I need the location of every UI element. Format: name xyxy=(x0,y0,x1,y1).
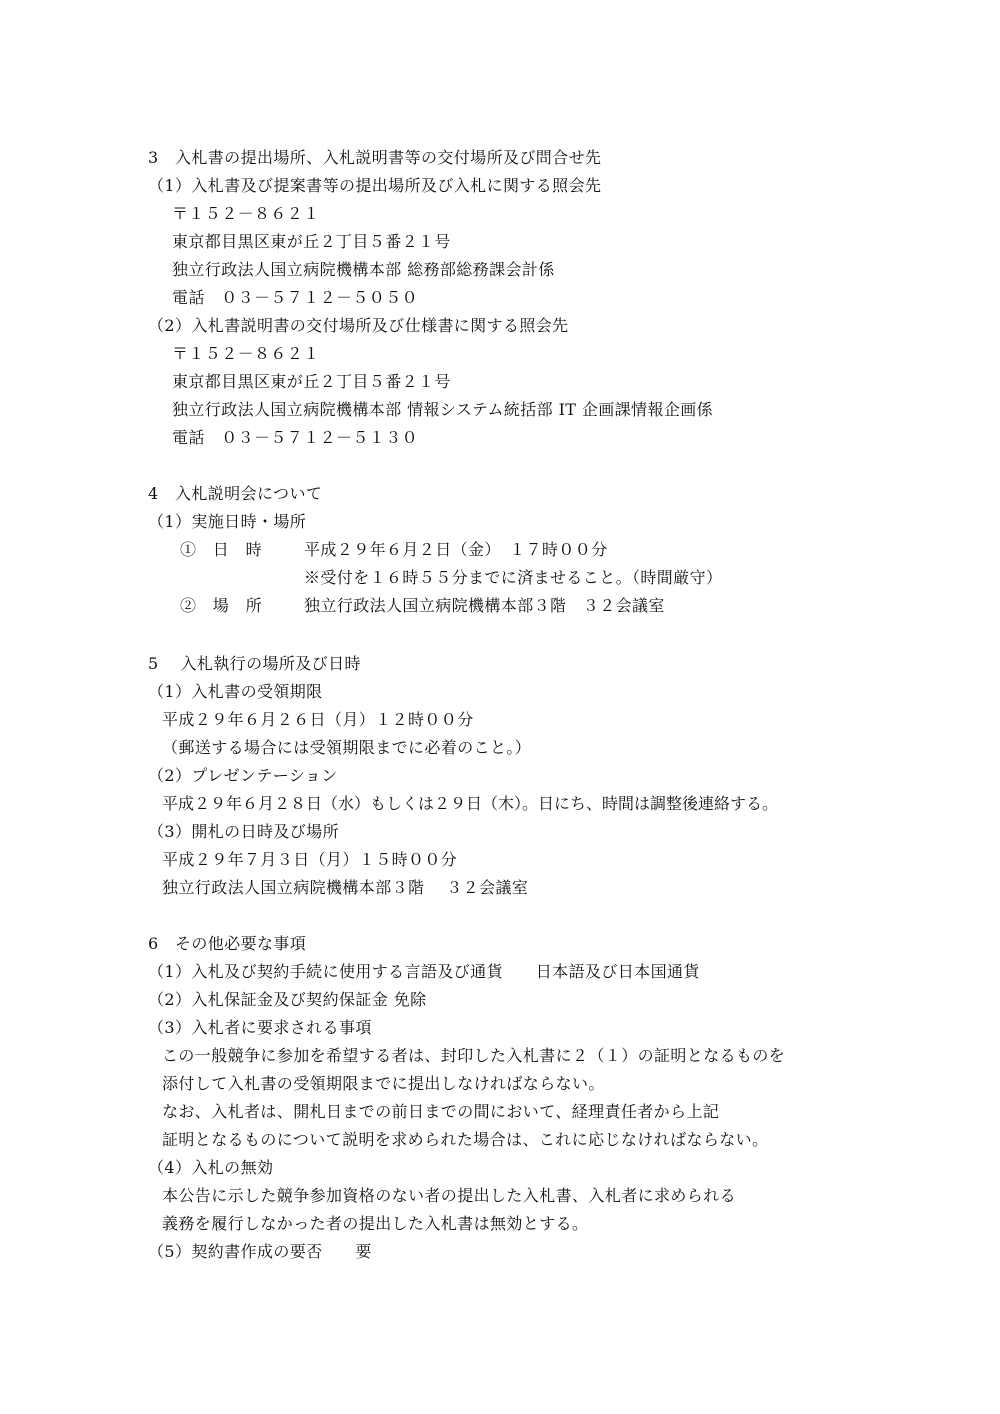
section-5-item-2-title: （2）プレゼンテーション xyxy=(148,766,338,785)
section-3-item-2-address: 東京都目黒区東が丘２丁目５番２１号 xyxy=(172,372,451,391)
section-5-heading: 5 入札執行の場所及び日時 xyxy=(148,654,361,673)
section-5-item-1-line-1: 平成２９年６月２６日（月）１２時００分 xyxy=(162,710,474,729)
section-6-item-4-line-1: 本公告に示した競争参加資格のない者の提出した入札書、入札者に求められる xyxy=(162,1186,737,1205)
section-5-item-3-line-1: 平成２９年７月３日（月）１５時００分 xyxy=(162,850,458,869)
section-3-item-1-org: 独立行政法人国立病院機構本部 総務部総務課会計係 xyxy=(172,260,555,279)
section-5-item-2-line-1: 平成２９年６月２８日（水）もしくは２９日（木）。日にち、時間は調整後連絡する。 xyxy=(162,794,779,813)
section-6-item-3-title: （3）入札者に要求される事項 xyxy=(148,1018,372,1037)
section-5-item-3-title: （3）開札の日時及び場所 xyxy=(148,822,339,841)
section-3-item-1-address: 東京都目黒区東が丘２丁目５番２１号 xyxy=(172,232,451,251)
section-6-item-3-line-2: 添付して入札書の受領期限までに提出しなければならない。 xyxy=(162,1074,605,1093)
section-4-place-label: ② 場 所 xyxy=(180,596,263,615)
section-3-item-1-postal: 〒１５２－８６２１ xyxy=(172,204,320,223)
section-6-item-1: （1）入札及び契約手続に使用する言語及び通貨 日本語及び日本国通貨 xyxy=(148,962,700,981)
section-6-item-4-line-2: 義務を履行しなかった者の提出した入札書は無効とする。 xyxy=(162,1214,589,1233)
section-4-heading: 4 入札説明会について xyxy=(148,484,323,503)
section-5-item-1-title: （1）入札書の受領期限 xyxy=(148,682,323,701)
section-3-item-1-phone: 電話 ０３－５７１２－５０５０ xyxy=(172,288,419,307)
section-4-date-label: ① 日 時 xyxy=(180,540,263,559)
section-3-item-2-postal: 〒１５２－８６２１ xyxy=(172,344,320,363)
section-6-item-3-line-1: この一般競争に参加を希望する者は、封印した入札書に２（１）の証明となるものを xyxy=(162,1046,786,1065)
section-6-item-4-title: （4）入札の無効 xyxy=(148,1158,274,1177)
section-5-item-1-line-2: （郵送する場合には受領期限までに必着のこと。） xyxy=(162,738,532,757)
section-4-item-1-title: （1）実施日時・場所 xyxy=(148,512,307,531)
section-3-item-2-title: （2）入札書説明書の交付場所及び仕様書に関する照会先 xyxy=(148,316,569,335)
section-3-item-2-phone: 電話 ０３－５７１２－５１３０ xyxy=(172,428,419,447)
section-4-place-value: 独立行政法人国立病院機構本部３階 ３２会議室 xyxy=(304,596,665,615)
section-4-date-note: ※受付を１６時５５分までに済ませること。（時間厳守） xyxy=(304,568,723,587)
section-6-item-3-line-3: なお、入札者は、開札日までの前日までの間において、経理責任者から上記 xyxy=(162,1102,720,1121)
section-6-item-2: （2）入札保証金及び契約保証金 免除 xyxy=(148,990,427,1009)
section-3-item-1-title: （1）入札書及び提案書等の提出場所及び入札に関する照会先 xyxy=(148,176,602,195)
section-3-heading: 3 入札書の提出場所、入札説明書等の交付場所及び問合せ先 xyxy=(148,148,602,167)
section-3-item-2-org: 独立行政法人国立病院機構本部 情報システム統括部 IT 企画課情報企画係 xyxy=(172,400,714,419)
section-6-heading: 6 その他必要な事項 xyxy=(148,934,307,953)
section-6-item-5: （5）契約書作成の要否 要 xyxy=(148,1242,372,1261)
section-6-item-3-line-4: 証明となるものについて説明を求められた場合は、これに応じなければならない。 xyxy=(162,1130,769,1149)
section-5-item-3-line-2: 独立行政法人国立病院機構本部３階 ３２会議室 xyxy=(162,878,529,897)
section-4-date-value: 平成２９年６月２日（金） １７時００分 xyxy=(304,540,608,559)
